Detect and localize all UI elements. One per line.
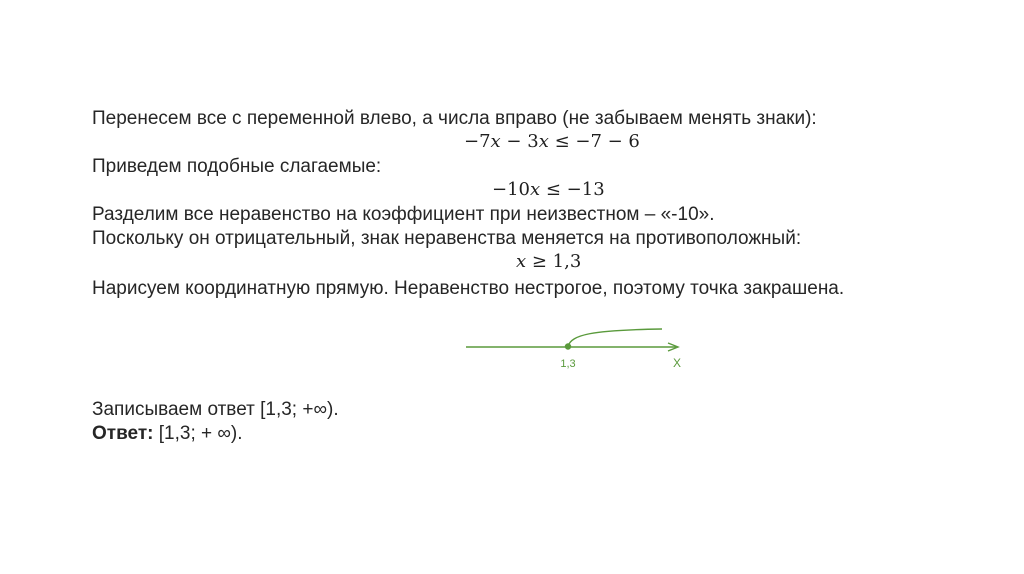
solution-ray	[568, 329, 662, 346]
point-label: 1,3	[560, 358, 576, 370]
answer-label: Ответ:	[92, 423, 154, 444]
text-line-write-answer: Записываем ответ [1,3; +∞).	[92, 399, 339, 420]
text-line-sign-change: Поскольку он отрицательный, знак неравенства меняется на противоположный:	[92, 228, 802, 249]
equation-step-3: x ≥ 1,3	[516, 251, 582, 272]
axis-label: X	[672, 356, 682, 370]
number-line	[460, 318, 700, 378]
text-line-combine: Приведем подобные слагаемые:	[92, 156, 382, 177]
equation-step-1: −7x − 3x ≤ −7 − 6	[464, 131, 640, 152]
text-line-draw-axis: Нарисуем координатную прямую. Неравенство нестрогое, поэтому точка закрашена.	[92, 278, 845, 299]
text-line-divide: Разделим все неравенство на коэффициент при неизвестном – «-10».	[92, 204, 715, 225]
answer-line	[92, 422, 243, 445]
equation-step-2: −10x ≤ −13	[492, 179, 605, 200]
answer-value: [1,3; + ∞).	[153, 423, 243, 444]
text-line-transfer: Перенесем все с переменной влево, а числа вправо (не забываем менять знаки):	[92, 108, 817, 129]
filled-point	[565, 343, 571, 349]
number-line-svg	[460, 318, 700, 378]
